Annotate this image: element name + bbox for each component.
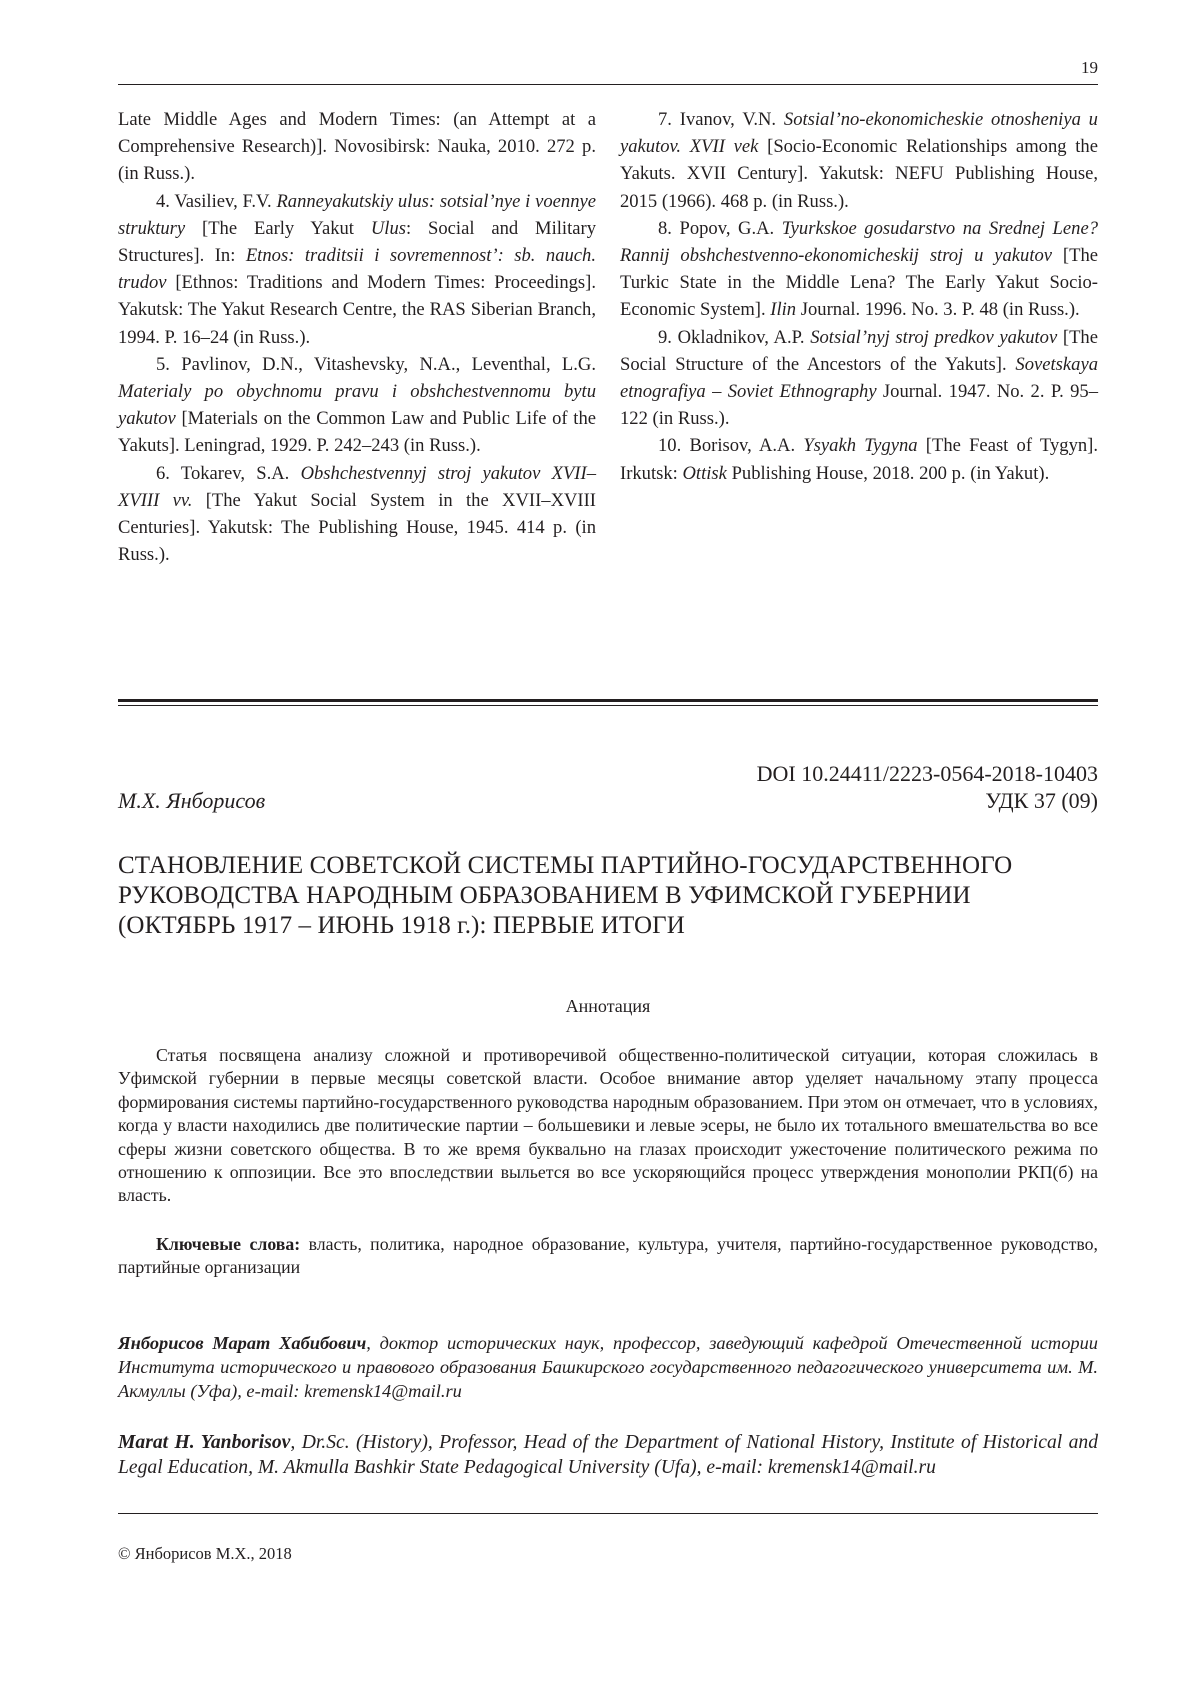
header-rule <box>118 84 1098 85</box>
author-bio-ru <box>118 1331 1098 1403</box>
reference-item <box>118 351 596 460</box>
keywords-list: власть, политика, народное образование, культура, учителя, партийно-государственное руководство, партийные организации <box>118 1234 1098 1278</box>
reference-italic-run: Obshchestvennyj stroj yakutov XVII–XVIII vv. <box>118 462 596 511</box>
reference-text-run: Journal. 1996. No. 3. P. 48 (in Russ.). <box>796 299 1080 321</box>
reference-text-run: 9. Okladnikov, A.P. <box>658 326 811 348</box>
reference-text-run: 7. Ivanov, V.N. <box>658 109 784 130</box>
reference-text-run: Journal. 1947. No. 2. P. 95–122 (in Russ.). <box>620 381 1098 430</box>
reference-text-run: 8. Popov, G.A. <box>658 217 782 239</box>
keywords-label: Ключевые слова: <box>156 1234 301 1254</box>
title-line: (ОКТЯБРЬ 1917 – ИЮНЬ 1918 г.): ПЕРВЫЕ ИТОГИ <box>118 912 685 939</box>
reference-italic-run: Sovetskaya etnografiya – Soviet Ethnography <box>620 353 1098 403</box>
author-name-en: Marat H. Yanborisov <box>118 1432 291 1453</box>
author-details-en: , Dr.Sc. (History), Professor, Head of the Department of National History, Institute of Historical and Legal Education, M. Akmulla Bashkir State Pedagogical University (Ufa), e-mail: kremensk14@mail.ru <box>118 1432 1098 1478</box>
reference-text-run: [The Feast of Tygyn]. Irkutsk: <box>620 435 1099 484</box>
keywords <box>118 1233 1098 1280</box>
reference-italic-run: Etnos: traditsii i sovremennost’: sb. nauch. trudov <box>118 245 596 294</box>
copyright: © Янборисов М.Х., 2018 <box>118 1544 292 1563</box>
reference-item <box>118 106 596 188</box>
reference-italic-run: Ranneyakutskiy ulus: sotsial’nye i voennye struktury <box>118 190 596 239</box>
author-bio-en <box>118 1430 1098 1480</box>
references-left-column <box>118 106 596 568</box>
article-author: М.Х. Янборисов <box>118 788 266 813</box>
reference-item <box>620 106 1098 215</box>
reference-italic-run: Ottisk <box>682 462 727 484</box>
annotation-heading: Аннотация <box>565 996 651 1016</box>
reference-italic-run: Materialy po obychnomu pravu i obshchestvennomu bytu yakutov <box>118 381 596 430</box>
title-line: РУКОВОДСТВА НАРОДНЫМ ОБРАЗОВАНИЕМ В УФИМСКОЙ ГУБЕРНИИ <box>118 882 971 909</box>
author-name-ru: Янборисов Марат Хабибович <box>118 1333 367 1353</box>
reference-item <box>620 432 1098 486</box>
reference-text-run: [The Early Yakut <box>185 217 371 239</box>
reference-italic-run: Ysyakh Tygyna <box>803 435 918 457</box>
reference-text-run: [The Turkic State in the Middle Lena? The Early Yakut Socio-Economic System]. <box>620 245 1098 321</box>
reference-text-run: 4. Vasiliev, F.V. <box>156 190 277 212</box>
section-divider-thin <box>118 705 1098 706</box>
reference-text-run: Publishing House, 2018. 200 p. (in Yakut). <box>726 462 1050 484</box>
author-details-ru: , доктор исторических наук, профессор, заведующий кафедрой Отечественной истории Института исторического и правового образования Башкирского государственного педагогического университета им. М. Акмуллы (Уфа), e-mail: kremensk14@mail.ru <box>118 1333 1098 1401</box>
section-divider-thick <box>118 699 1098 702</box>
reference-text-run: : Social and Military Structures]. In: <box>118 217 596 267</box>
reference-italic-run: Tyurkskoe gosudarstvo na Srednej Lene? Rannij obshchestvenno-ekonomicheskij stroj u yakutov <box>620 217 1098 267</box>
reference-text-run: [Materials on the Common Law and Public Life of the Yakuts]. Leningrad, 1929. P. 242–243 (in Russ.). <box>118 408 596 457</box>
reference-item <box>620 324 1098 433</box>
reference-italic-run: Ilin <box>770 299 797 321</box>
doi: DOI 10.24411/2223-0564-2018-10403 <box>756 761 1098 786</box>
reference-text-run: [The Yakut Social System in the XVII–XVIII Centuries]. Yakutsk: The Publishing House, 1945. 414 p. (in Russ.). <box>118 489 596 566</box>
article-title <box>118 851 1108 941</box>
page-number: 19 <box>1081 58 1098 77</box>
title-line: СТАНОВЛЕНИЕ СОВЕТСКОЙ СИСТЕМЫ ПАРТИЙНО-ГОСУДАРСТВЕННОГО <box>118 852 1013 879</box>
reference-italic-run: Ulus <box>370 217 406 239</box>
reference-text-run: 6. Tokarev, S.A. <box>156 462 301 484</box>
reference-item <box>118 188 596 351</box>
reference-text-run: [Ethnos: Traditions and Modern Times: Proceedings]. Yakutsk: The Yakut Research Centre, the RAS Siberian Branch, 1994. P. 16–24 (in Russ.). <box>118 272 596 348</box>
footer-rule <box>118 1513 1098 1514</box>
reference-item <box>118 460 596 569</box>
reference-text-run: Late Middle Ages and Modern Times: (an Attempt at a Comprehensive Research)]. Novosibirsk: Nauka, 2010. 272 p. (in Russ.). <box>118 109 596 185</box>
references-right-column <box>620 106 1098 487</box>
reference-text-run: [The Social Structure of the Ancestors of the Yakuts]. <box>620 326 1098 375</box>
reference-text-run: [Socio-Economic Relationships among the Yakuts. XVII Century]. Yakutsk: NEFU Publishing House, 2015 (1966). 468 p. (in Russ.). <box>620 136 1098 212</box>
udk-code: УДК 37 (09) <box>985 788 1098 813</box>
annotation-text: Статья посвящена анализу сложной и противоречивой общественно-политической ситуации, которая сложилась в Уфимской губернии в первые месяцы советской власти. Особое внимание автор уделяет начальному этапу процесса формирования системы партийно-государственного руководства народным образованием. При этом он отмечает, что в условиях, когда у власти находились две политические партии – большевики и левые эсеры, не было их тотального вмешательства во все сферы жизни советского общества. В то же время буквально на глазах происходит ужесточение политического режима по отношению к оппозиции. Все это впоследствии выльется во все ускоряющийся процесс утверждения монополии РКП(б) на власть. <box>118 1045 1098 1206</box>
reference-italic-run: Sotsial’nyj stroj predkov yakutov <box>810 326 1058 348</box>
reference-italic-run: Sotsial’no-ekonomicheskie otnosheniya u yakutov. XVII vek <box>620 109 1098 158</box>
reference-text-run: 5. Pavlinov, D.N., Vitashevsky, N.A., Leventhal, L.G. <box>156 353 596 375</box>
reference-item <box>620 215 1098 324</box>
reference-text-run: 10. Borisov, A.A. <box>658 435 804 457</box>
